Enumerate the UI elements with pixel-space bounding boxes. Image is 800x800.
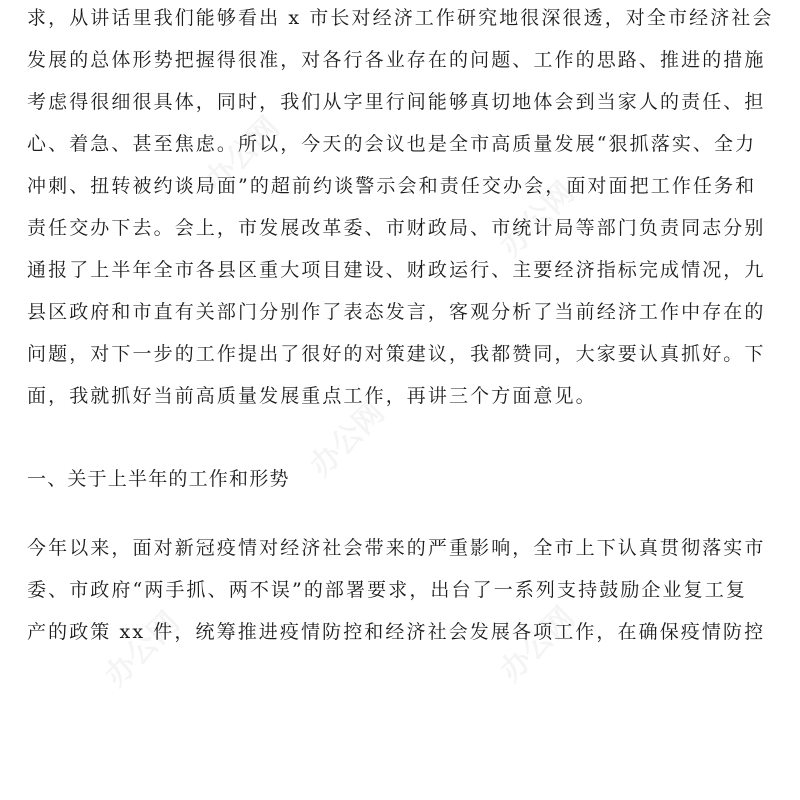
text-line: 心、着急、甚至焦虑。所以，今天的会议也是全市高质量发展“狠抓落实、全力 [27, 133, 757, 155]
watermark-stamp: 办公网 [303, 395, 392, 484]
text-line: 产的政策 xx 件，统筹推进疫情防控和经济社会发展各项工作，在确保疫情防控 [27, 621, 766, 643]
text-line: 考虑得很细很具体，同时，我们从字里行间能够真切地体会到当家人的责任、担 [27, 91, 766, 113]
text-line: 委、市政府“两手抓、两不误”的部署要求，出台了一系列支持鼓励企业复工复 [27, 579, 747, 601]
watermark-stamp: 办公网 [493, 175, 582, 264]
watermark-stamp: 办公网 [198, 110, 287, 199]
text-line: 通报了上半年全市各县区重大项目建设、财政运行、主要经济指标完成情况，九 [27, 259, 766, 281]
section-heading: 一、关于上半年的工作和形势 [27, 468, 290, 490]
text-line: 冲刺、扭转被约谈局面”的超前约谈警示会和责任交办会，面对面把工作任务和 [27, 175, 757, 197]
text-line: 发展的总体形势把握得很准，对各行各业存在的问题、工作的思路、推进的措施 [27, 49, 766, 71]
watermark-stamp: 办公网 [493, 600, 582, 689]
text-line: 求，从讲话里我们能够看出 x 市长对经济工作研究地很深很透，对全市经济社会 [27, 7, 774, 29]
text-line: 责任交办下去。会上，市发展改革委、市财政局、市统计局等部门负责同志分别 [27, 217, 766, 239]
text-line: 今年以来，面对新冠疫情对经济社会带来的严重影响，全市上下认真贯彻落实市 [27, 537, 766, 559]
watermark-stamp: 办公网 [98, 605, 187, 694]
text-line: 县区政府和市直有关部门分别作了表态发言，客观分析了当前经济工作中存在的 [27, 301, 766, 323]
text-line: 面，我就抓好当前高质量发展重点工作，再讲三个方面意见。 [27, 385, 597, 407]
text-line: 问题，对下一步的工作提出了很好的对策建议，我都赞同，大家要认真抓好。下 [27, 343, 766, 365]
